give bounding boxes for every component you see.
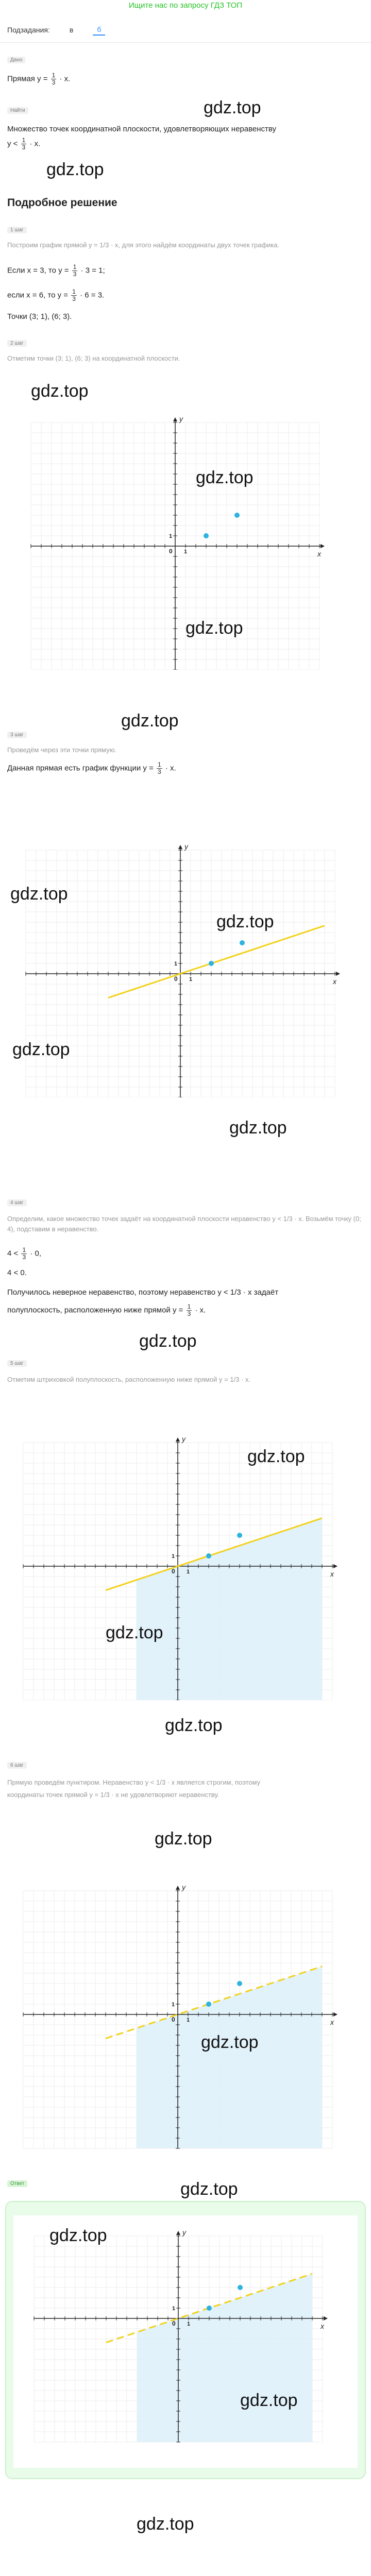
- watermark: gdz.top: [121, 711, 179, 731]
- watermark: gdz.top: [247, 1447, 305, 1466]
- y-axis-arrow: [173, 417, 177, 421]
- solution-title: Подробное решение: [7, 197, 117, 209]
- step1-points: Точки (3; 1), (6; 3).: [7, 312, 72, 321]
- origin-label: 0: [172, 2016, 175, 2023]
- step3-conclusion: Данная прямая есть график функции y = $\frac{1}{3}$ · x.: [7, 761, 176, 775]
- step-text: Определим, какое множество точек задаёт на координатной плоскости неравенство y < 1/3 · x. Возьмём точку (0; 4), подставим в неравенство.: [7, 1215, 361, 1233]
- step-label: 6 шаг: [7, 1762, 27, 1769]
- x-axis-label: x: [330, 1570, 334, 1578]
- origin-label: 0: [172, 1568, 175, 1575]
- step-text: Проведём через эти точки прямую.: [7, 746, 116, 754]
- step-text: Прямую проведём пунктиром. Неравенство y < 1/3 · x является строгим, поэтому: [7, 1778, 261, 1786]
- subtasks-label: Подзадания:: [7, 26, 50, 34]
- step-text: Отметим точки (3; 1), (6; 3) на координатной плоскости.: [7, 354, 180, 362]
- given-prefix: Прямая y =: [7, 74, 48, 83]
- given-label: Дано: [7, 57, 25, 63]
- x-unit-label: 1: [184, 549, 188, 555]
- y-axis-label: y: [179, 415, 183, 423]
- data-point: [207, 2306, 212, 2311]
- data-point: [234, 513, 240, 518]
- given-text: [7, 72, 70, 86]
- step-label: 1 шаг: [7, 227, 27, 233]
- find-label: Найти: [7, 107, 28, 114]
- step-label: 4 шаг: [7, 1199, 27, 1206]
- promo-banner[interactable]: Ищите нас по запросу ГДЗ ТОП: [128, 1, 243, 10]
- x-axis-arrow: [336, 972, 340, 976]
- x-unit-label: 1: [187, 2017, 190, 2023]
- step4-conclusion-1: Получилось неверное неравенство, поэтому неравенство y < 1/3 · x задаёт: [7, 1288, 279, 1297]
- watermark: gdz.top: [196, 468, 254, 487]
- data-point: [238, 2285, 243, 2290]
- y-unit-label: 1: [172, 1553, 175, 1560]
- y-axis-arrow: [176, 1437, 180, 1442]
- watermark: gdz.top: [137, 2514, 194, 2534]
- data-point: [237, 1981, 242, 1986]
- step1-line1: Если x = 3, то y = $\frac{1}{3}$ · 3 = 1;: [7, 263, 105, 278]
- x-axis-arrow: [324, 2316, 328, 2320]
- watermark: gdz.top: [240, 2391, 298, 2410]
- watermark: gdz.top: [155, 1829, 212, 1849]
- x-axis-label: x: [330, 2018, 334, 2026]
- tab-b[interactable]: б: [93, 24, 105, 36]
- watermark: gdz.top: [180, 2179, 238, 2199]
- watermark: gdz.top: [31, 381, 89, 401]
- graph-line: [108, 926, 325, 998]
- step4-calc2: 4 < 0.: [7, 1268, 27, 1277]
- watermark: gdz.top: [201, 2032, 259, 2052]
- x-axis-label: x: [321, 2322, 324, 2330]
- x-axis-arrow: [333, 2012, 338, 2016]
- step-text: Построим график прямой y = 1/3 · x, для этого найдём координаты двух точек графика.: [7, 241, 280, 249]
- origin-label: 0: [172, 2320, 176, 2327]
- watermark: gdz.top: [185, 618, 243, 638]
- step-label: 5 шаг: [7, 1360, 27, 1367]
- step-text: координаты точек прямой y = 1/3 · x не удовлетворяют неравенству.: [7, 1791, 220, 1799]
- coordinate-graph-3: [0, 1412, 371, 1700]
- data-point: [240, 940, 245, 945]
- watermark: gdz.top: [46, 160, 104, 179]
- data-point: [206, 1553, 211, 1558]
- watermark: gdz.top: [216, 912, 274, 931]
- coordinate-graph-4: [0, 1865, 371, 2154]
- x-unit-label: 1: [187, 2321, 191, 2327]
- step4-calc1: 4 < $\frac{1}{3}$ · 0,: [7, 1246, 41, 1261]
- x-unit-label: 1: [189, 976, 193, 982]
- data-point: [237, 1533, 242, 1538]
- y-unit-label: 1: [172, 2306, 176, 2312]
- y-axis-arrow: [176, 2231, 180, 2235]
- answer-label: Ответ: [7, 2180, 27, 2187]
- y-unit-label: 1: [172, 2002, 175, 2008]
- data-point: [204, 533, 209, 538]
- step1-line2: если x = 6, то y = $\frac{1}{3}$ · 6 = 3.: [7, 288, 105, 302]
- x-unit-label: 1: [187, 1569, 190, 1575]
- origin-label: 0: [169, 548, 173, 555]
- watermark: gdz.top: [165, 1716, 223, 1735]
- step-text: Отметим штриховкой полуплоскость, расположенную ниже прямой y = 1/3 · x.: [7, 1376, 251, 1383]
- y-axis-label: y: [184, 842, 188, 851]
- y-axis-arrow: [176, 1886, 180, 1890]
- subtask-tabs: [7, 23, 105, 37]
- watermark: gdz.top: [106, 1623, 163, 1642]
- watermark: gdz.top: [139, 1331, 197, 1351]
- watermark: gdz.top: [12, 1040, 70, 1059]
- watermark: gdz.top: [229, 1118, 287, 1138]
- origin-label: 0: [174, 975, 178, 982]
- y-unit-label: 1: [174, 961, 178, 967]
- y-axis-label: y: [182, 2228, 186, 2236]
- data-point: [206, 2002, 211, 2007]
- step-label: 3 шаг: [7, 732, 27, 738]
- y-axis-arrow: [178, 845, 182, 849]
- step4-conclusion-2: полуплоскость, расположенную ниже прямой y = $\frac{1}{3}$ · x.: [7, 1303, 206, 1317]
- given-fraction: $\frac{1}{3}$: [52, 72, 56, 86]
- find-inequality: y < $\frac{1}{3}$ · x.: [7, 137, 41, 151]
- y-axis-label: y: [182, 1883, 185, 1891]
- x-axis-arrow: [333, 1564, 338, 1568]
- coordinate-graph-answer: [13, 2215, 358, 2468]
- data-point: [209, 961, 214, 966]
- find-text: Множество точек координатной плоскости, удовлетворяющих неравенству: [7, 125, 277, 133]
- y-unit-label: 1: [169, 533, 173, 539]
- x-axis-label: x: [333, 977, 336, 986]
- y-axis-label: y: [182, 1435, 185, 1443]
- tab-v[interactable]: в: [69, 26, 74, 34]
- watermark: gdz.top: [204, 98, 261, 117]
- watermark: gdz.top: [49, 2226, 107, 2245]
- x-axis-arrow: [321, 544, 325, 548]
- step-label: 2 шаг: [7, 340, 27, 347]
- given-suffix: · x.: [59, 74, 71, 83]
- shaded-half-plane: [137, 2274, 312, 2442]
- watermark: gdz.top: [10, 884, 68, 904]
- divider: [0, 42, 371, 43]
- x-axis-label: x: [317, 550, 321, 558]
